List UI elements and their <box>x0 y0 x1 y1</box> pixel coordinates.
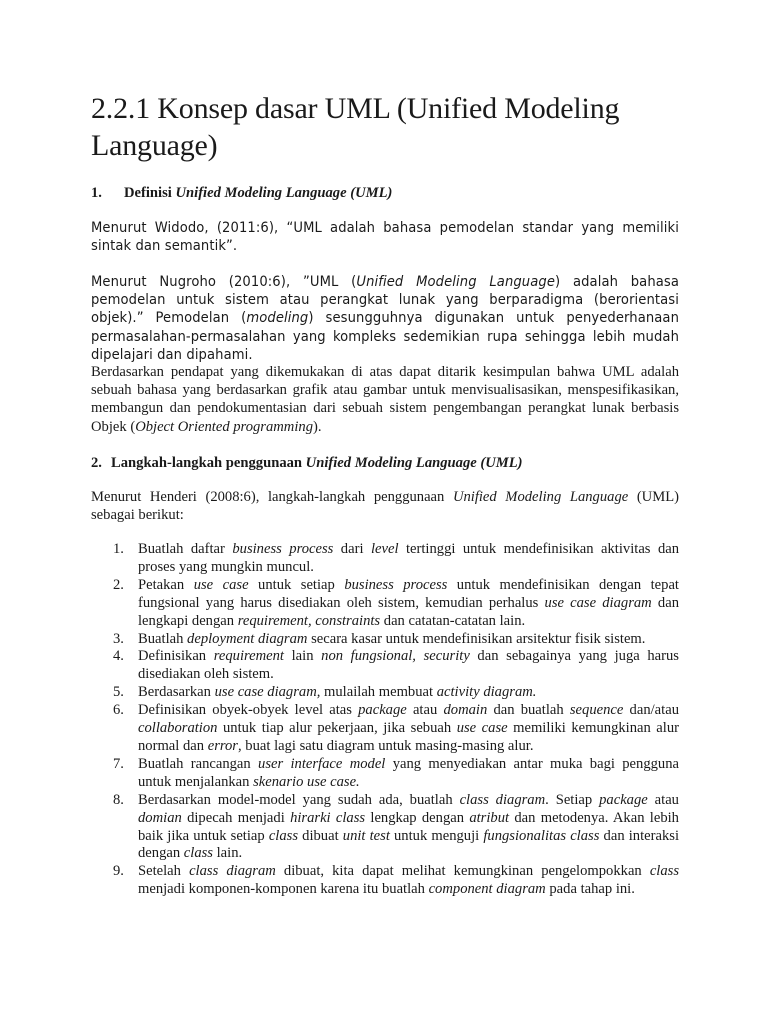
step-text-italic: domain <box>443 702 488 719</box>
step-text-italic: use case <box>456 720 508 737</box>
step-text-italic: unit test <box>342 827 390 844</box>
step-text-italic: class diagram <box>189 863 276 880</box>
step-text-italic: fungsionalitas class <box>483 827 600 844</box>
step-text-italic: sequence <box>569 702 624 719</box>
step-number: 2. <box>113 576 124 593</box>
page-title: 2.2.1 Konsep dasar UML (Unified Modeling Language) <box>91 92 620 162</box>
step-text-italic: use case diagram <box>544 594 652 611</box>
step-text: atau <box>647 791 679 808</box>
step-text-italic: requirement <box>213 648 284 665</box>
step-text: lengkap dengan <box>365 809 470 826</box>
paragraph-widodo: Menurut Widodo, (2011:6), “UML adalah bahasa pemodelan standar yang memiliki sintak dan semantik”. <box>91 219 679 255</box>
step-number: 9. <box>113 863 124 880</box>
text-run: ) adalah bahasa pemodelan untuk sistem atau perangkat lunak yang berparadigma (berorientasi objek).” Pemodelan ( <box>91 273 679 327</box>
step-text-italic: domian <box>138 809 182 826</box>
step-number: 1. <box>113 541 124 557</box>
step-text: untuk menguji <box>389 827 484 844</box>
step-text-italic: skenario use case. <box>253 773 360 790</box>
text-run: (UML) sebagai berikut: <box>91 489 679 524</box>
step-text: yang menyediakan antar muka bagi pengguna untuk menjalankan <box>138 755 679 790</box>
step-text: dan buatlah <box>487 702 570 719</box>
step-text-italic: package <box>599 791 648 808</box>
step-text: lain <box>283 648 322 665</box>
step-text: pada tahap ini. <box>545 881 635 898</box>
step-text-italic: deployment diagram <box>187 630 308 647</box>
step-text-italic: component diagram <box>428 881 546 898</box>
step-text: atau <box>406 702 444 719</box>
step-text: Definisikan <box>138 648 214 665</box>
step-text: dan catatan-catatan lain. <box>380 612 526 629</box>
step-text: dan/atau <box>623 702 679 719</box>
text-run: Menurut Henderi (2008:6), langkah-langkah penggunaan <box>91 489 453 505</box>
step-text-italic: class <box>649 863 680 880</box>
text-run-italic: modeling <box>246 309 309 327</box>
section-2-heading-italic: Unified Modeling Language (UML) <box>305 455 523 471</box>
step-text: menjadi komponen-komponen karena itu buatlah <box>138 881 429 898</box>
step-text-italic: hirarki class <box>290 809 366 826</box>
step-text-italic: business process <box>232 541 334 557</box>
step-text: Berdasarkan <box>138 684 215 701</box>
step-text: dipecah menjadi <box>181 809 291 826</box>
step-text: dan metodenya. Akan lebih baik jika untuk setiap <box>138 809 679 844</box>
step-text-italic: collaboration <box>138 720 218 737</box>
section-1-number: 1. <box>91 185 102 201</box>
step-number: 3. <box>113 630 124 647</box>
paragraph-conclusion <box>91 363 679 436</box>
section-1-heading-plain: Definisi <box>124 185 176 201</box>
step-item <box>91 631 679 649</box>
step-number: 4. <box>113 648 124 665</box>
step-text: untuk tiap alur pekerjaan, jika sebuah <box>217 720 457 737</box>
step-text-italic: error <box>207 737 238 754</box>
step-text: secara kasar untuk mendefinisikan arsitektur fisik sistem. <box>307 630 646 647</box>
step-text: lain. <box>212 845 243 862</box>
step-text: dibuat, kita dapat melihat kemungkinan pengelompokkan <box>275 863 650 880</box>
steps-list <box>91 541 679 899</box>
step-text: dan sebagainya yang juga harus disediakan oleh sistem. <box>138 648 679 683</box>
step-text: , buat lagi satu diagram untuk masing-masing alur. <box>238 737 534 754</box>
step-text: dari <box>333 541 371 557</box>
section-1-heading-italic: Unified Modeling Language (UML) <box>175 185 393 201</box>
text-run-italic: Object Oriented programming <box>135 418 313 435</box>
step-item <box>91 702 679 756</box>
step-text: untuk setiap <box>248 576 345 593</box>
step-text: untuk mendefinisikan dengan tepat fungsional yang harus disediakan oleh sistem, kemudian perhalus <box>138 576 679 611</box>
step-text-italic: activity diagram. <box>436 684 537 701</box>
step-text-italic: class <box>268 827 299 844</box>
step-text-italic: non fungsional, security <box>321 648 470 665</box>
text-run: ) sesungguhnya digunakan untuk penyederhanaan permasalahan-permasalahan yang kompleks sedemikian rupa sehingga lebih mudah dipelajari dan dipahami. <box>91 309 679 363</box>
step-item <box>91 648 679 684</box>
step-item <box>91 684 679 702</box>
step-text-italic: business process <box>344 576 448 593</box>
step-text: Buatlah daftar <box>138 541 233 557</box>
step-text: Buatlah rancangan <box>138 755 259 772</box>
step-text-italic: level <box>370 541 399 557</box>
step-text-italic: user interface model <box>258 755 386 772</box>
step-number: 5. <box>113 684 124 701</box>
step-text-italic: use case diagram, <box>214 684 321 701</box>
step-number: 8. <box>113 791 124 808</box>
section-2-heading-plain: Langkah-langkah penggunaan <box>111 455 306 471</box>
paragraph-henderi <box>91 488 679 524</box>
step-text-italic: atribut <box>469 809 510 826</box>
step-text: dan interaksi dengan <box>138 827 679 862</box>
step-number: 7. <box>113 755 124 772</box>
document-page <box>91 90 680 898</box>
step-item <box>91 792 679 864</box>
text-run: Berdasarkan pendapat yang dikemukakan di atas dapat ditarik kesimpulan bahwa UML adalah sebuah bahasa yang berdasarkan grafik atau gambar untuk menvisualisasikan, menspesifikasikan, membangun dan pendokumentasian dari sebuah sistem pengembangan perangkat lunak berbasis Objek ( <box>91 364 679 435</box>
section-2-heading <box>91 454 523 472</box>
step-text: Buatlah <box>138 630 188 647</box>
step-text-italic: requirement, constraints <box>237 612 381 629</box>
section-1-heading <box>91 184 392 202</box>
step-item <box>91 863 679 899</box>
step-number: 6. <box>113 702 124 719</box>
text-run: Menurut Nugroho (2010:6), ”UML ( <box>91 273 357 290</box>
step-text-italic: package <box>358 702 407 719</box>
text-run: ). <box>313 418 322 435</box>
step-item <box>91 756 679 792</box>
step-item <box>91 541 679 577</box>
step-text-italic: class <box>183 845 213 862</box>
step-item <box>91 577 679 631</box>
step-text: . Setiap <box>545 791 600 808</box>
step-text: mulailah membuat <box>320 684 437 701</box>
step-text: memiliki kemungkinan alur normal dan <box>138 720 679 754</box>
step-text: dan lengkapi dengan <box>138 594 679 629</box>
step-text: Definisikan obyek-obyek level atas <box>138 702 359 719</box>
step-text-italic: class diagram <box>459 791 546 808</box>
step-text: Setelah <box>138 863 190 880</box>
step-text-italic: use case <box>193 576 249 593</box>
step-text: tertinggi untuk mendefinisikan aktivitas dan proses yang mungkin muncul. <box>138 541 680 575</box>
section-2-number: 2. <box>91 455 102 471</box>
text-run-italic: Unified Modeling Language <box>452 489 629 505</box>
step-text: Berdasarkan model-model yang sudah ada, buatlah <box>138 791 460 808</box>
paragraph-nugroho <box>91 273 679 364</box>
step-text: Petakan <box>138 576 194 593</box>
step-text: dibuat <box>298 827 343 844</box>
text-run-italic: Unified Modeling Language <box>356 273 555 290</box>
